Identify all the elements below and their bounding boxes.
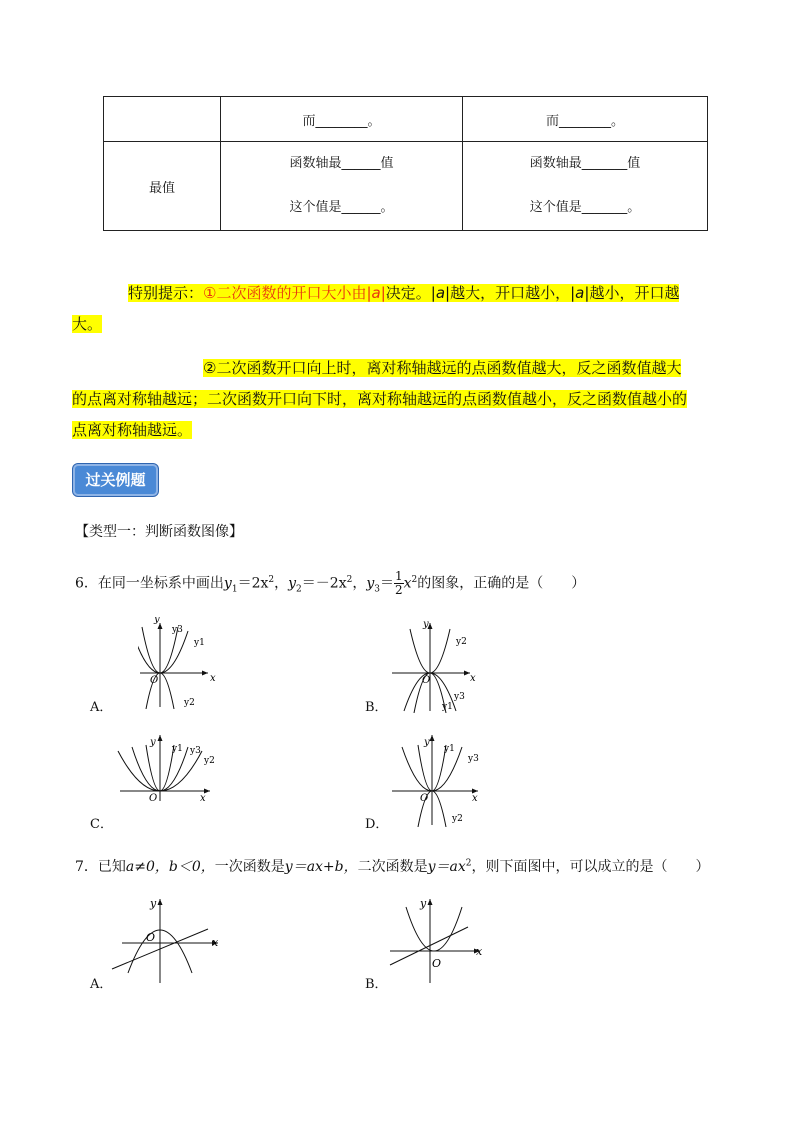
curve-label: y1 [442, 702, 453, 712]
origin-label: O [150, 675, 159, 686]
question-6: 6．在同一坐标系中画出$y_1=2x^2$，$y_2=-2x^2$，$y_3=$ $\frac{1}{2}$ $x^2$的图象，正确的是（ ） [75, 569, 586, 597]
axis-x-label: x [210, 673, 216, 684]
graph-6b [390, 617, 480, 713]
table-row-label: 最值 [104, 142, 221, 231]
curve-label: y2 [184, 698, 195, 708]
table-cell: 而________。 [463, 97, 708, 142]
graph-6a [138, 617, 228, 709]
axis-y-label: y [424, 737, 430, 748]
origin-label: O [420, 793, 429, 804]
tip-text: 大。 [72, 315, 103, 333]
tip-text: ②二次函数开口向上时，离对称轴越远的点函数值越大，反之函数值越大 [203, 359, 682, 377]
property-table [103, 96, 708, 231]
curve-label: y2 [204, 756, 215, 766]
curve-label: y3 [468, 754, 479, 764]
tip-line-1 [128, 280, 679, 306]
cell-line: 函数轴最_______值 [529, 156, 641, 171]
tip-text: ①二次函数的开口大小由 [203, 284, 367, 302]
curve-label: y2 [452, 814, 463, 824]
graph-7b [388, 893, 492, 985]
curve-label: y3 [172, 625, 183, 635]
tip-text: 的点离对称轴越远；二次函数开口向下时，离对称轴越远的点函数值越小，反之函数值越小的 [72, 390, 688, 408]
axis-x-label: x [212, 936, 219, 949]
curve-label: y1 [444, 744, 455, 754]
curve-label: y2 [456, 637, 467, 647]
table-cell-empty [104, 97, 221, 142]
tip-line-2 [72, 311, 102, 337]
cell-line: 这个值是______。 [289, 200, 394, 215]
cell-line: 这个值是_______。 [529, 200, 641, 215]
tip-text: 点离对称轴越远。 [72, 421, 193, 439]
axis-x-label: x [472, 793, 478, 804]
tip-text: 越大，开口越小， [450, 284, 571, 302]
axis-y-label: y [420, 897, 427, 910]
origin-label: O [432, 957, 442, 970]
axis-x-label: x [470, 673, 476, 684]
tip-prefix: 特别提示： [128, 284, 204, 302]
option-b: B． [365, 700, 388, 715]
graph-6c [116, 733, 226, 803]
curve-label: y1 [172, 744, 183, 754]
tip-text: 决定。 [385, 284, 431, 302]
axis-y-label: y [154, 617, 160, 625]
tip-line-3 [203, 355, 681, 381]
tip-line-5 [72, 417, 192, 443]
section-badge: 过关例题 [73, 464, 158, 496]
tip-abs-a: |a| [570, 284, 590, 302]
tip-abs-a: |a| [430, 284, 451, 302]
curve-label: y3 [190, 746, 201, 756]
option-c: C． [90, 817, 113, 832]
axis-x-label: x [476, 945, 483, 958]
question-7: 7．已知a≠0，b＜0，一次函数是y＝ax+b，二次函数是$y=ax^2$，则下面图中，可以成立的是（ ） [75, 858, 710, 875]
axis-y-label: y [150, 897, 157, 910]
axis-x-label: x [200, 793, 206, 803]
option-d: D． [365, 817, 389, 832]
table-cell: 而________。 [221, 97, 463, 142]
tip-text: 越小，开口越 [589, 284, 680, 302]
option-a: A． [90, 700, 113, 715]
axis-y-label: y [150, 737, 156, 748]
option-a: A． [90, 977, 113, 992]
axis-y-label: y [423, 619, 429, 630]
type-heading: 【类型一：判断函数图像】 [75, 524, 243, 540]
origin-label: O [422, 675, 431, 686]
graph-6d [388, 733, 488, 827]
tip-line-4 [72, 386, 687, 412]
option-b: B． [365, 977, 388, 992]
cell-line: 函数轴最______值 [289, 156, 394, 171]
table-cell [463, 142, 708, 231]
table-cell [221, 142, 463, 231]
tip-abs-a: |a| [366, 284, 386, 302]
graph-7a [110, 893, 228, 985]
curve-label: y1 [194, 638, 205, 648]
origin-label: O [146, 931, 156, 944]
curve-label: y3 [454, 692, 465, 702]
origin-label: O [149, 793, 158, 803]
